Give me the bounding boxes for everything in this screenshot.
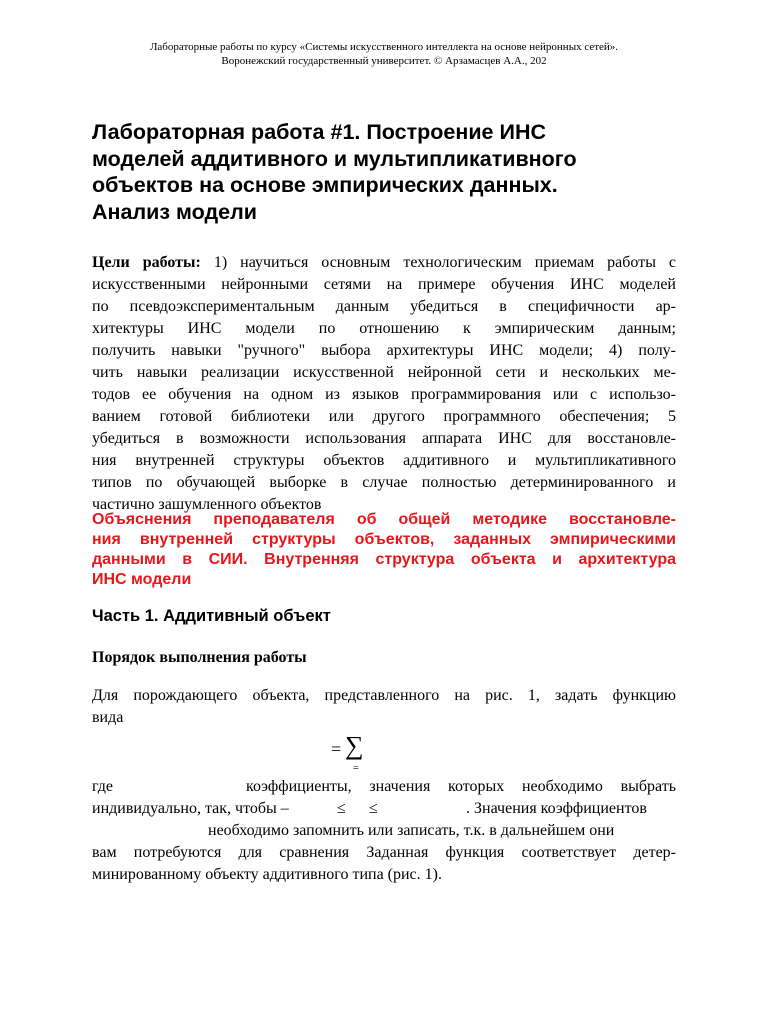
title-line-4: Анализ модели [92, 199, 257, 224]
remember-text: необходимо запомнить или записать, т.к. в дальнейшем они [208, 822, 615, 839]
goals-line-5: получить навыки "ручного" выбора архитектуры ИНС модели; 4) полу- [92, 342, 676, 359]
goals-line-8: ванием готовой библиотеки или другого программного обеспечения; 5 [92, 408, 676, 425]
individual-text: индивидуально, так, чтобы – [92, 800, 289, 817]
title-line-1: Лабораторная работа #1. Построение ИНС [92, 120, 546, 144]
goals-label: Цели работы: [92, 254, 201, 271]
goals-line-1 [92, 252, 676, 274]
procedure-heading: Порядок выполнения работы [92, 649, 307, 666]
goals-line-12: частично зашумленного объектов [92, 496, 322, 513]
body-last-line: минированному объекту аддитивного типа (рис. 1). [92, 866, 442, 883]
where-word: где [92, 778, 114, 795]
less-equal-2: ≤ [369, 800, 378, 817]
formula-sum-sign: ∑ [345, 731, 364, 760]
explanation-line-4: ИНС модели [92, 571, 192, 588]
title-line-3: объектов на основе эмпирических данных. [92, 173, 558, 197]
goals-line-9: убедиться в возможности использования аппарата ИНС для восстановле- [92, 430, 676, 447]
compare-line: вам потребуются для сравнения Заданная функция соответствует детер- [92, 844, 676, 861]
goals-line-7: тодов ее обучения на одном из языков программирования или с использо- [92, 386, 676, 403]
body-line-1: Для порождающего объекта, представленного на рис. 1, задать функцию [92, 687, 676, 704]
formula-subscript: = [353, 763, 359, 774]
formula-equals: = [331, 739, 342, 759]
goals-line-2: искусственными нейронными сетями на примере обучения ИНС моделей [92, 276, 676, 293]
running-header-line-1: Лабораторные работы по курсу «Системы искусственного интеллекта на основе нейронных сетей». [149, 41, 619, 53]
coefficients-text: коэффициенты, значения которых необходимо выбрать [246, 778, 676, 795]
goals-line-4: хитектуры ИНС модели по отношению к эмпирическим данным; [92, 320, 676, 337]
running-header-line-2: Воронежский государственный университет. © Арзамасцев А.А., 202 [221, 55, 547, 67]
goals-first-line-text: 1) научиться основным технологическим приемам работы с [200, 254, 677, 271]
body-line-2: вида [92, 709, 124, 726]
goals-line-3: по псевдоэкспериментальным данным убедиться в специфичности ар- [92, 298, 676, 315]
goals-line-10: ния внутренней структуры объектов аддитивного и мультипликативного [92, 452, 676, 469]
goals-line-11: типов по обучающей выборке в случае полностью детерминированного и [92, 474, 676, 491]
part-1-heading: Часть 1. Аддитивный объект [92, 607, 331, 625]
coefficient-values-text: . Значения коэффициентов [466, 800, 647, 817]
explanation-line-1: Объяснения преподавателя об общей методике восстановле- [92, 511, 676, 528]
less-equal-1: ≤ [337, 800, 346, 817]
goals-line-6: чить навыки реализации искусственной нейронной сети и нескольких ме- [92, 364, 676, 381]
explanation-line-3: данными в СИИ. Внутренняя структура объекта и архитектура [92, 551, 676, 568]
title-line-2: моделей аддитивного и мультипликативного [92, 146, 577, 171]
explanation-line-2: ния внутренней структуры объектов, заданных эмпирическими [92, 531, 676, 548]
